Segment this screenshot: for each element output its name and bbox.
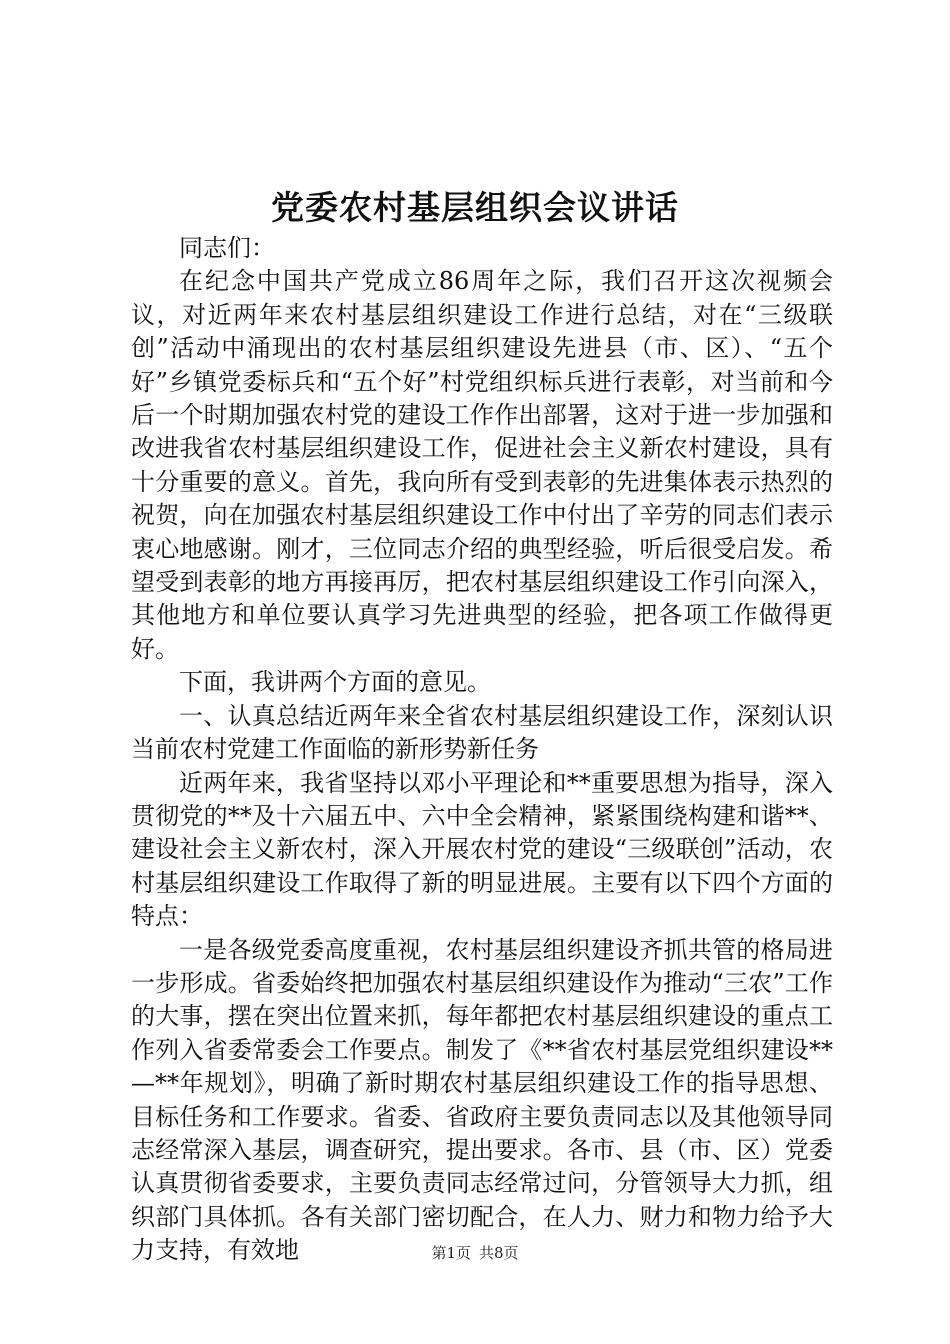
body-paragraph: 近两年来，我省坚持以邓小平理论和**重要思想为指导，深入贯彻党的**及十六届五中、六中全会精神，紧紧围绕构建和谐**、建设社会主义新农村，深入开展农村党的建设“三级联创”活动，农村基层组织建设工作取得了新的明显进展。主要有以下四个方面的特点： xyxy=(131,768,833,931)
document-body xyxy=(131,232,833,1268)
body-paragraph: 一是各级党委高度重视，农村基层组织建设齐抓共管的格局进一步形成。省委始终把加强农村基层组织建设作为推动“三农”工作的大事，摆在突出位置来抓，每年都把农村基层组织建设的重点工作列入省委常委会工作要点。制发了《**省农村基层党组织建设**—**年规划》，明确了新时期农村基层组织建设工作的指导思想、目标任务和工作要求。省委、省政府主要负责同志以及其他领导同志经常深入基层，调查研究，提出要求。各市、县（市、区）党委认真贯彻省委要求，主要负责同志经常过问，分管领导大力抓，组织部门具体抓。各有关部门密切配合，在人力、财力和物力给予大力支持，有效地 xyxy=(131,935,833,1265)
section-heading: 一、认真总结近两年来全省农村基层组织建设工作，深刻认识当前农村党建工作面临的新形势新任务 xyxy=(131,701,833,764)
document-title: 党委农村基层组织会议讲话 xyxy=(271,188,679,227)
salutation-paragraph: 同志们： xyxy=(179,234,275,262)
body-paragraph: 下面，我讲两个方面的意见。 xyxy=(179,668,491,697)
page-number-current: 第1页 xyxy=(431,1244,471,1262)
page-number-total: 共8页 xyxy=(479,1244,519,1262)
page-footer xyxy=(0,1243,950,1263)
body-paragraph: 在纪念中国共产党成立86周年之际，我们召开这次视频会议，对近两年来农村基层组织建设工作进行总结，对在“三级联创”活动中涌现出的农村基层组织建设先进县（市、区）、“五个好”乡镇党委标兵和“五个好”村党组织标兵进行表彰，对当前和今后一个时期加强农村党的建设工作作出部署，这对于进一步加强和改进我省农村基层组织建设工作，促进社会主义新农村建设，具有十分重要的意义。首先，我向所有受到表彰的先进集体表示热烈的祝贺，向在加强农村基层组织建设工作中付出了辛劳的同志们表示衷心地感谢。刚才，三位同志介绍的典型经验，听后很受启发。希望受到表彰的地方再接再厉，把农村基层组织建设工作引向深入，其他地方和单位要认真学习先进典型的经验，把各项工作做得更好。 xyxy=(131,267,833,663)
